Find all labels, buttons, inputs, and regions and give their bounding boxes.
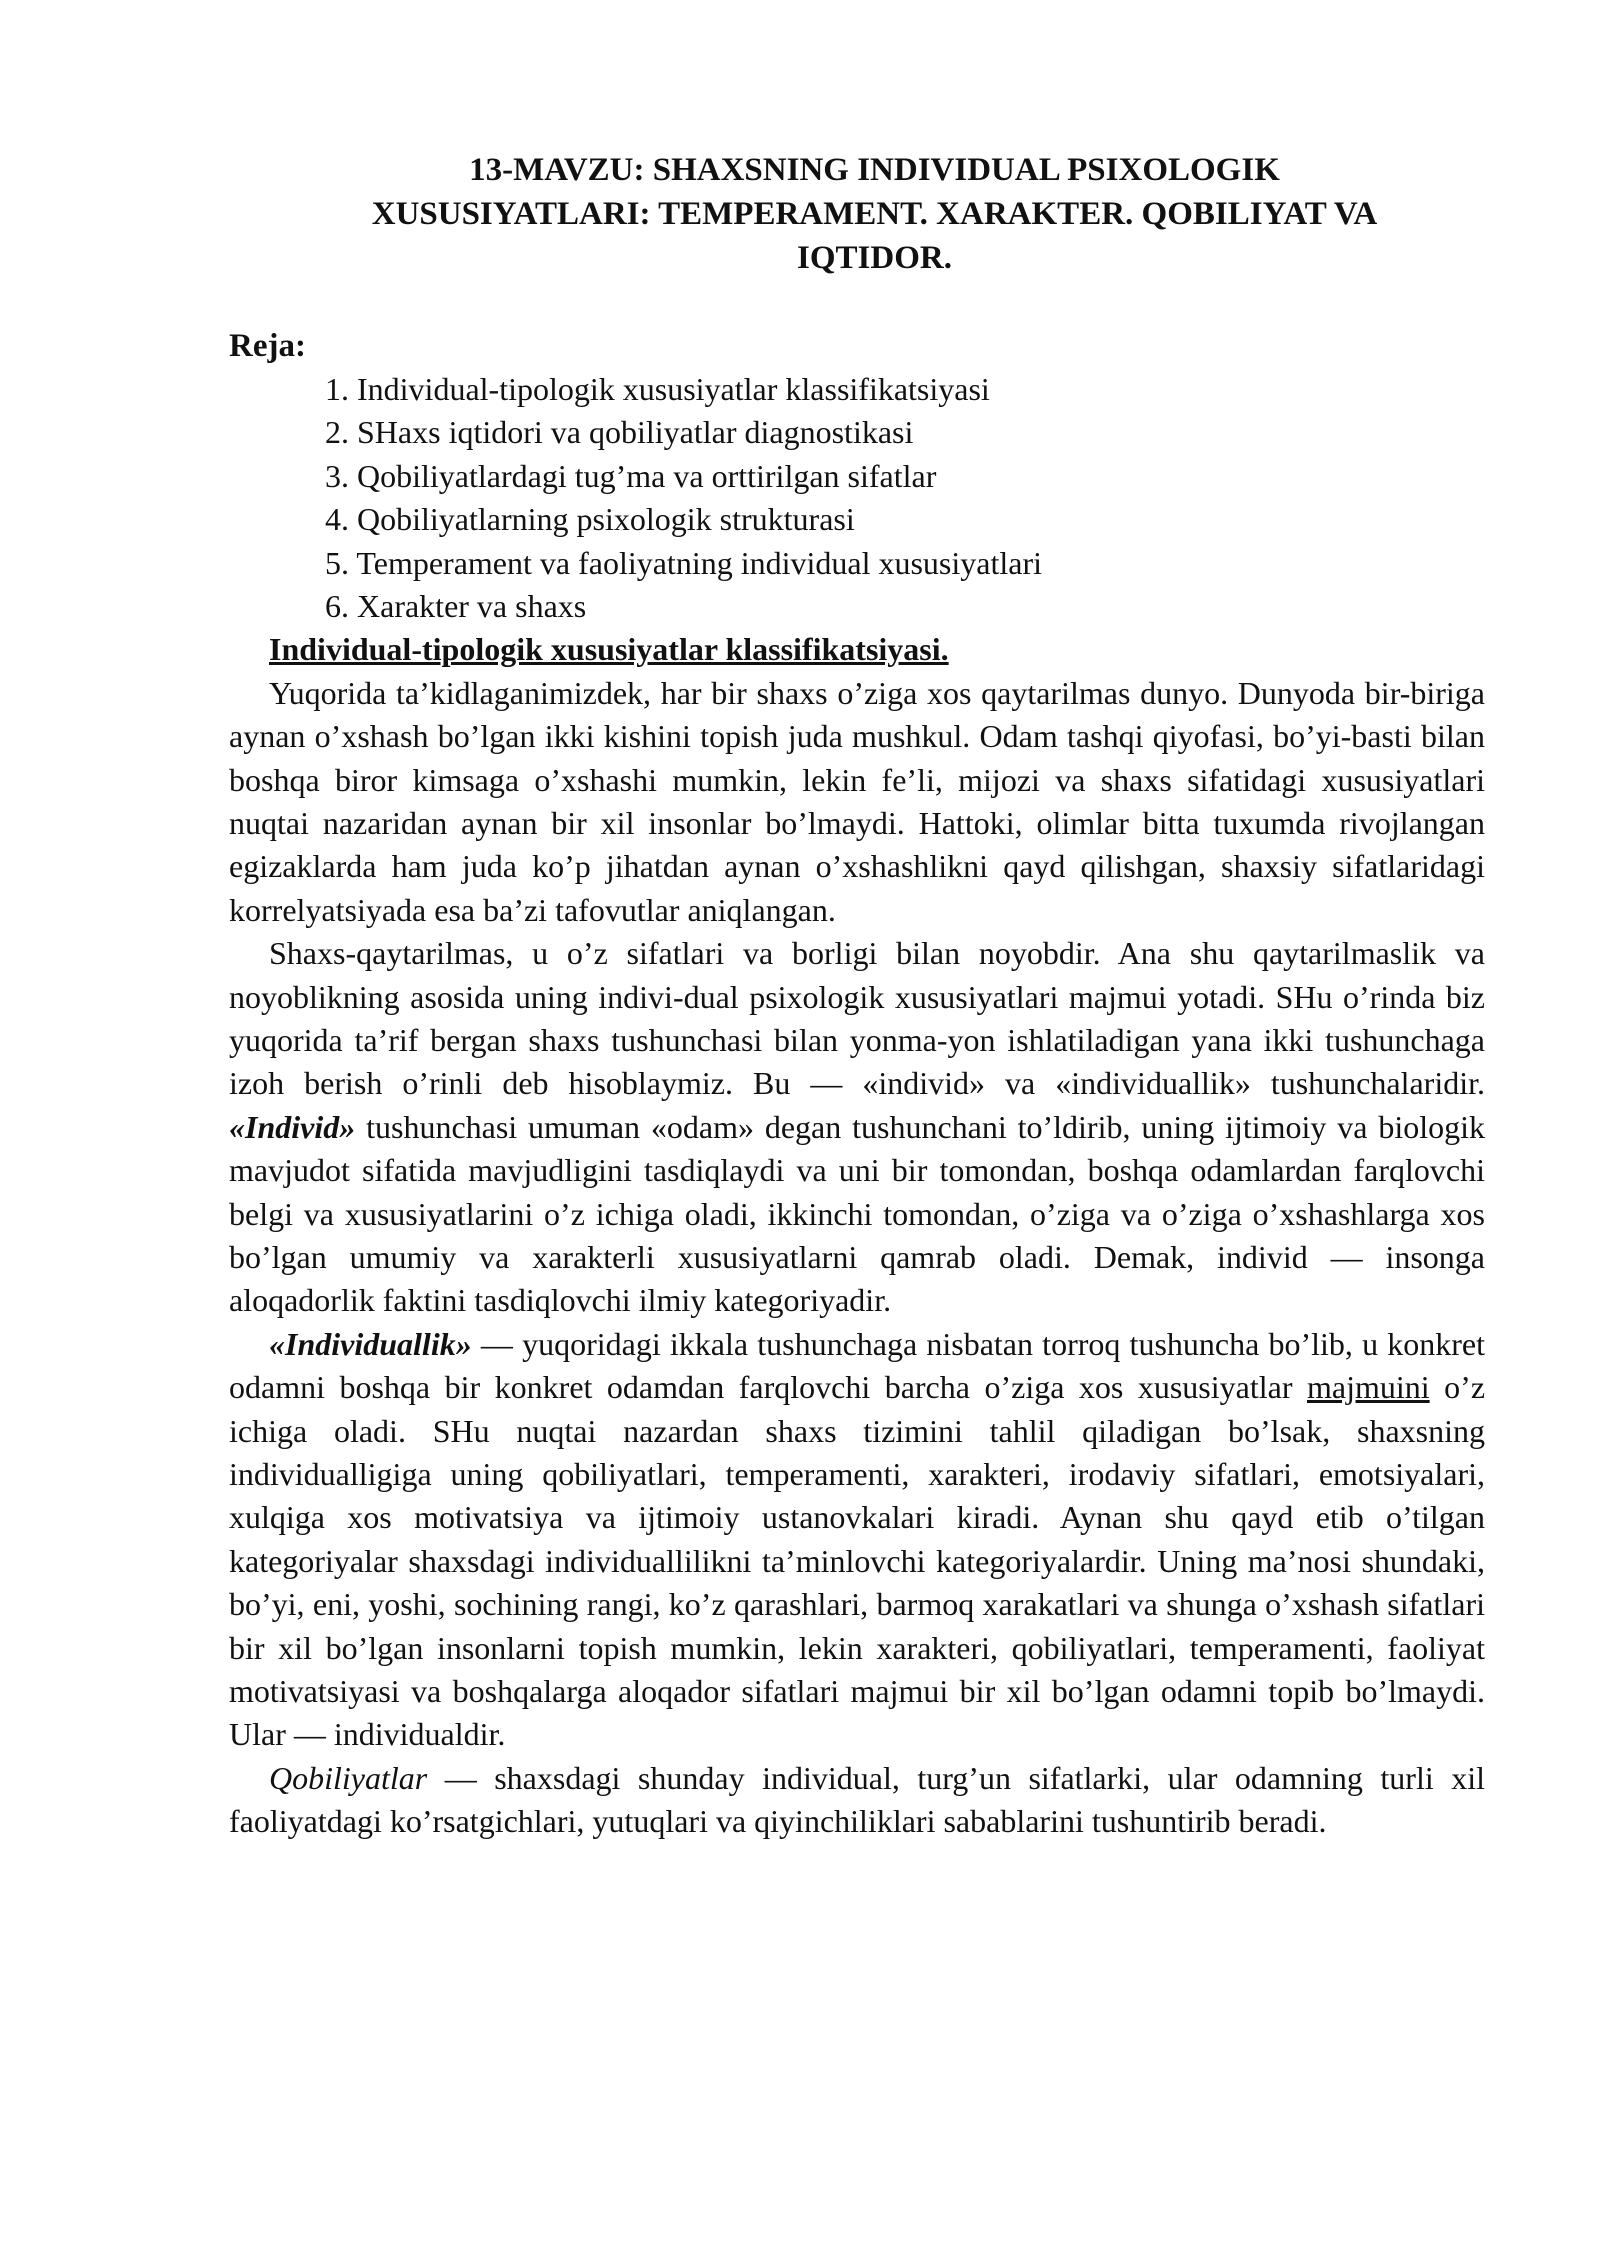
paragraph-3 xyxy=(229,1323,1485,1757)
term-qobiliyatlar: Qobiliyatlar xyxy=(269,1759,428,1796)
document-content xyxy=(229,148,1485,1844)
paragraph-2 xyxy=(229,932,1485,1323)
section-heading: Individual-tipologik xususiyatlar klassifikatsiyasi. xyxy=(269,631,949,668)
plan-item-4: 4. Qobiliyatlarning psixologik strukturasi xyxy=(325,501,855,538)
plan-item-6: 6. Xarakter va shaxs xyxy=(325,587,587,624)
paragraph-4 xyxy=(229,1757,1485,1844)
plan-item-2: 2. SHaxs iqtidori va qobiliyatlar diagnostikasi xyxy=(325,414,914,451)
title-line-2: XUSUSIYATLARI: TEMPERAMENT. XARAKTER. QOBILIYAT VA xyxy=(371,196,1378,232)
underlined-word: majmuini xyxy=(1307,1369,1430,1406)
title-line-3: IQTIDOR. xyxy=(797,240,952,276)
paragraph-3-text-b: o’z ichiga oladi. SHu nuqtai nazardan shaxs tizimini tahlil qiladigan bo’lsak, shaxsning individualligiga uning qobiliyatlari, temperamenti, xarakteri, irodaviy sifatlari, emotsiyalari, xulqiga xos motivatsiya va ijtimoiy ustanovkalari kiradi. Aynan shu qayd etib o’tilgan kategoriyalar shaxsdagi individuallilikni ta’minlovchi kategoriyalardir. Uning ma’nosi shundaki, bo’yi, eni, yoshi, sochining rangi, ko’z qarashlari, barmoq xarakatlari va shunga o’xshash sifatlari bir xil bo’lgan insonlarni topish mumkin, lekin xarakteri, qobiliyatlari, temperamenti, faoliyat motivatsiyasi va boshqalarga aloqador sifatlari majmui bir xil bo’lgan odamni topib bo’lmaydi. Ular — individualdir. xyxy=(229,1369,1486,1753)
title-line-1: 13-MAVZU: SHAXSNING INDIVIDUAL PSIXOLOGIK xyxy=(469,152,1280,188)
plan-item-5: 5. Temperament va faoliyatning individual xususiyatlari xyxy=(325,544,1042,581)
paragraph-3-text-a: — yuqoridagi ikkala tushunchaga nisbatan torroq tushuncha bo’lib, u konkret odamni boshqa bir konkret odamdan farqlovchi barcha o’ziga xos xususiyatlar xyxy=(229,1325,1486,1406)
plan-item-3: 3. Qobiliyatlardagi tug’ma va orttirilgan sifatlar xyxy=(325,457,937,494)
paragraph-2-text-a: Shaxs-qaytarilmas, u o’z sifatlari va borligi bilan noyobdir. Ana shu qaytarilmaslik va noyoblikning asosida uning indivi-dual psixologik xususiyatlari majmui yotadi. SHu o’rinda biz yuqorida ta’rif bergan shaxs tushunchasi bilan yonma-yon ishlatiladigan yana ikki tushunchaga izoh berish o’rinli deb hisoblaymiz. Bu — «individ» va «individuallik» tushunchalaridir. xyxy=(229,935,1485,1102)
plan-list xyxy=(229,368,1485,628)
plan-heading: Reja: xyxy=(229,328,306,364)
plan-item-1: 1. Individual-tipologik xususiyatlar klassifikatsiyasi xyxy=(325,371,990,407)
term-individ: «Individ» xyxy=(229,1108,356,1145)
paragraph-1: Yuqorida ta’kidlaganimizdek, har bir shaxs o’ziga xos qaytarilmas dunyo. Dunyoda bir-biriga aynan o’xshash bo’lgan ikki kishini topish juda mushkul. Odam tashqi qiyofasi, bo’yi-basti bilan boshqa biror kimsaga o’xshashi mumkin, lekin fe’li, mijozi va shaxs sifatidagi xususiyatlari nuqtai nazaridan aynan bir xil insonlar bo’lmaydi. Hattoki, olimlar bitta tuxumda rivojlangan egizaklarda ham juda ko’p jihatdan aynan o’xshashlikni qayd qilishgan, shaxsiy sifatlaridagi korrelyatsiyada esa ba’zi tafovutlar aniqlangan. xyxy=(229,674,1485,928)
document-title xyxy=(229,148,1485,280)
term-individuallik: «Individuallik» xyxy=(269,1325,472,1362)
paragraph-2-text-b: tushunchasi umuman «odam» degan tushunchani to’ldirib, uning ijtimoiy va biologik mavjudot sifatida mavjudligini tasdiqlaydi va uni bir tomondan, boshqa odamlardan farqlovchi belgi va xususiyatlarini o’z ichiga oladi, ikkinchi tomondan, o’ziga va o’ziga o’xshashlarga xos bo’lgan umumiy va xarakterli xususiyatlarni qamrab oladi. Demak, individ — insonga aloqadorlik faktini tasdiqlovchi ilmiy kategoriyadir. xyxy=(229,1108,1486,1319)
paragraph-4-text-a: — shaxsdagi shunday individual, turg’un sifatlarki, ular odamning turli xil faoliyatdagi ko’rsatgichlari, yutuqlari va qiyinchiliklari sabablarini tushuntirib beradi. xyxy=(229,1759,1486,1840)
